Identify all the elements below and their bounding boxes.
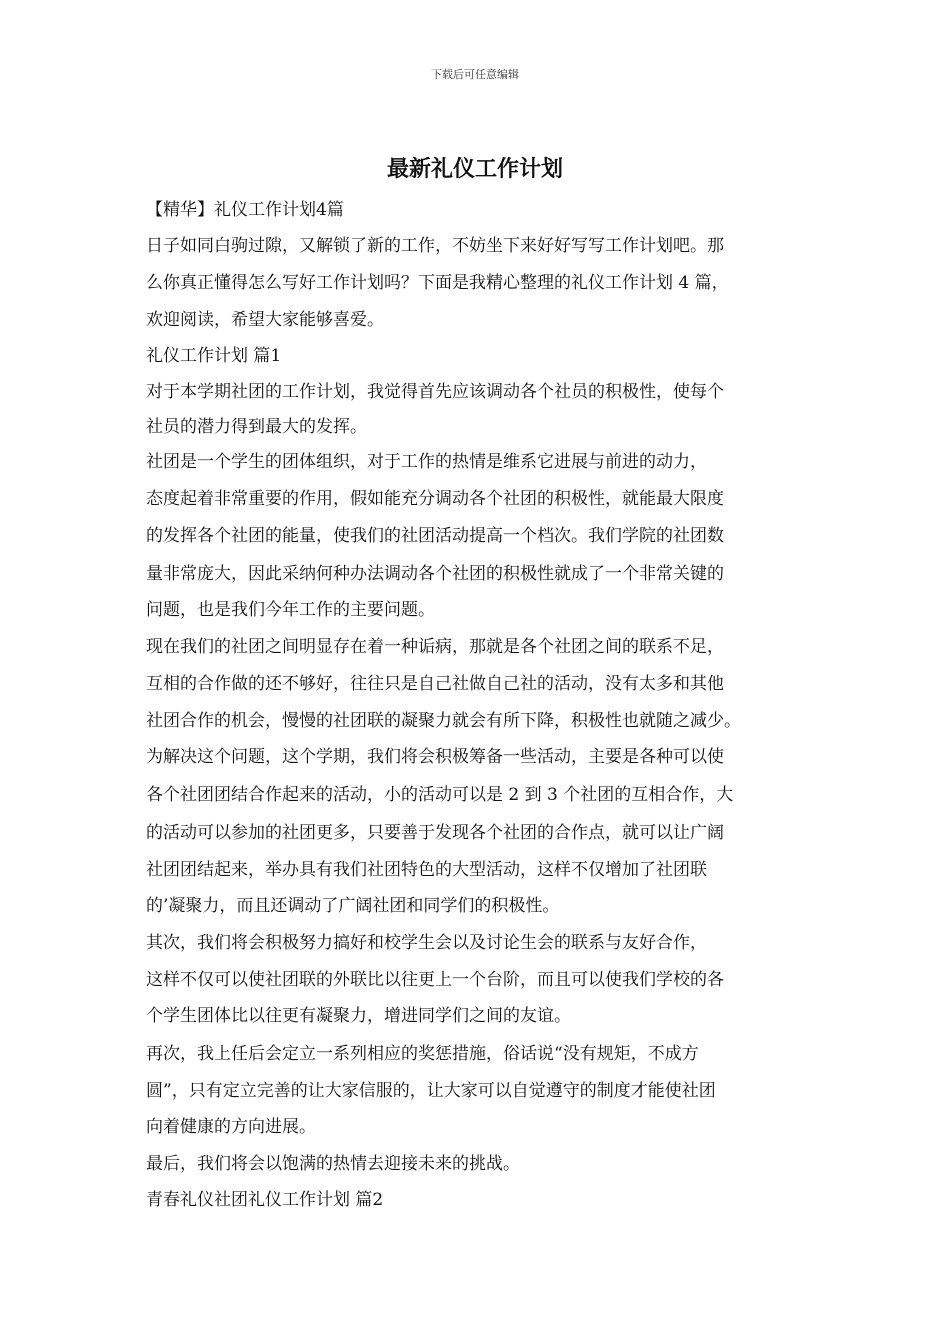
body-line: 圆”，只有定立完善的让大家信服的，让大家可以自觉遵守的制度才能使社团 bbox=[146, 1081, 716, 1101]
subtitle-line: 【精华】礼仪工作计划4篇 bbox=[146, 200, 344, 220]
body-line: 的’凝聚力，而且还调动了广阔社团和同学们的积极性。 bbox=[146, 896, 560, 916]
body-line: 现在我们的社团之间明显存在着一种诟病，那就是各个社团之间的联系不足， bbox=[146, 637, 724, 657]
body-line: 量非常庞大，因此采纳何种办法调动各个社团的积极性就成了一个非常关键的 bbox=[146, 564, 724, 584]
body-line: 向着健康的方向进展。 bbox=[146, 1117, 316, 1137]
header-note: 下载后可任意编辑 bbox=[431, 68, 519, 81]
body-line: 社团合作的机会，慢慢的社团联的凝聚力就会有所下降，积极性也就随之减少。 bbox=[146, 711, 741, 731]
body-line: 欢迎阅读，希望大家能够喜爱。 bbox=[146, 310, 384, 330]
body-line: 这样不仅可以使社团联的外联比以往更上一个台阶，而且可以使我们学校的各 bbox=[146, 970, 724, 990]
body-line: 社团是一个学生的团体组织，对于工作的热情是维系它进展与前进的动力， bbox=[146, 452, 707, 472]
body-line: 的发挥各个社团的能量，使我们的社团活动提高一个档次。我们学院的社团数 bbox=[146, 526, 724, 546]
body-line: 么你真正懂得怎么写好工作计划吗？下面是我精心整理的礼仪工作计划 4 篇， bbox=[146, 273, 729, 293]
body-line: 为解决这个问题，这个学期，我们将会积极筹备一些活动，主要是各种可以使 bbox=[146, 747, 724, 767]
body-line: 日子如同白驹过隙，又解锁了新的工作，不妨坐下来好好写写工作计划吧。那 bbox=[146, 236, 724, 256]
body-line: 再次，我上任后会定立一系列相应的奖惩措施，俗话说“没有规矩，不成方 bbox=[146, 1044, 699, 1064]
section-heading: 青春礼仪社团礼仪工作计划 篇2 bbox=[146, 1190, 384, 1210]
body-line: 态度起着非常重要的作用，假如能充分调动各个社团的积极性，就能最大限度 bbox=[146, 489, 724, 509]
body-line: 各个社团团结合作起来的活动，小的活动可以是 2 到 3 个社团的互相合作，大 bbox=[146, 785, 734, 805]
body-line: 社员的潜力得到最大的发挥。 bbox=[146, 417, 367, 437]
body-line: 对于本学期社团的工作计划，我觉得首先应该调动各个社员的积极性，使每个 bbox=[146, 382, 724, 402]
body-line: 其次，我们将会积极努力搞好和校学生会以及讨论生会的联系与友好合作， bbox=[146, 933, 707, 953]
body-line: 个学生团体比以往更有凝聚力，增进同学们之间的友谊。 bbox=[146, 1006, 571, 1026]
body-line: 最后，我们将会以饱满的热情去迎接未来的挑战。 bbox=[146, 1154, 520, 1174]
body-line: 的活动可以参加的社团更多，只要善于发现各个社团的合作点，就可以让广阔 bbox=[146, 823, 724, 843]
body-line: 互相的合作做的还不够好，往往只是自己社做自己社的活动，没有太多和其他 bbox=[146, 674, 724, 694]
body-line: 问题，也是我们今年工作的主要问题。 bbox=[146, 600, 435, 620]
section-heading: 礼仪工作计划 篇1 bbox=[146, 346, 282, 366]
document-title: 最新礼仪工作计划 bbox=[386, 156, 563, 182]
body-line: 社团团结起来，举办具有我们社团特色的大型活动，这样不仅增加了社团联 bbox=[146, 860, 707, 880]
